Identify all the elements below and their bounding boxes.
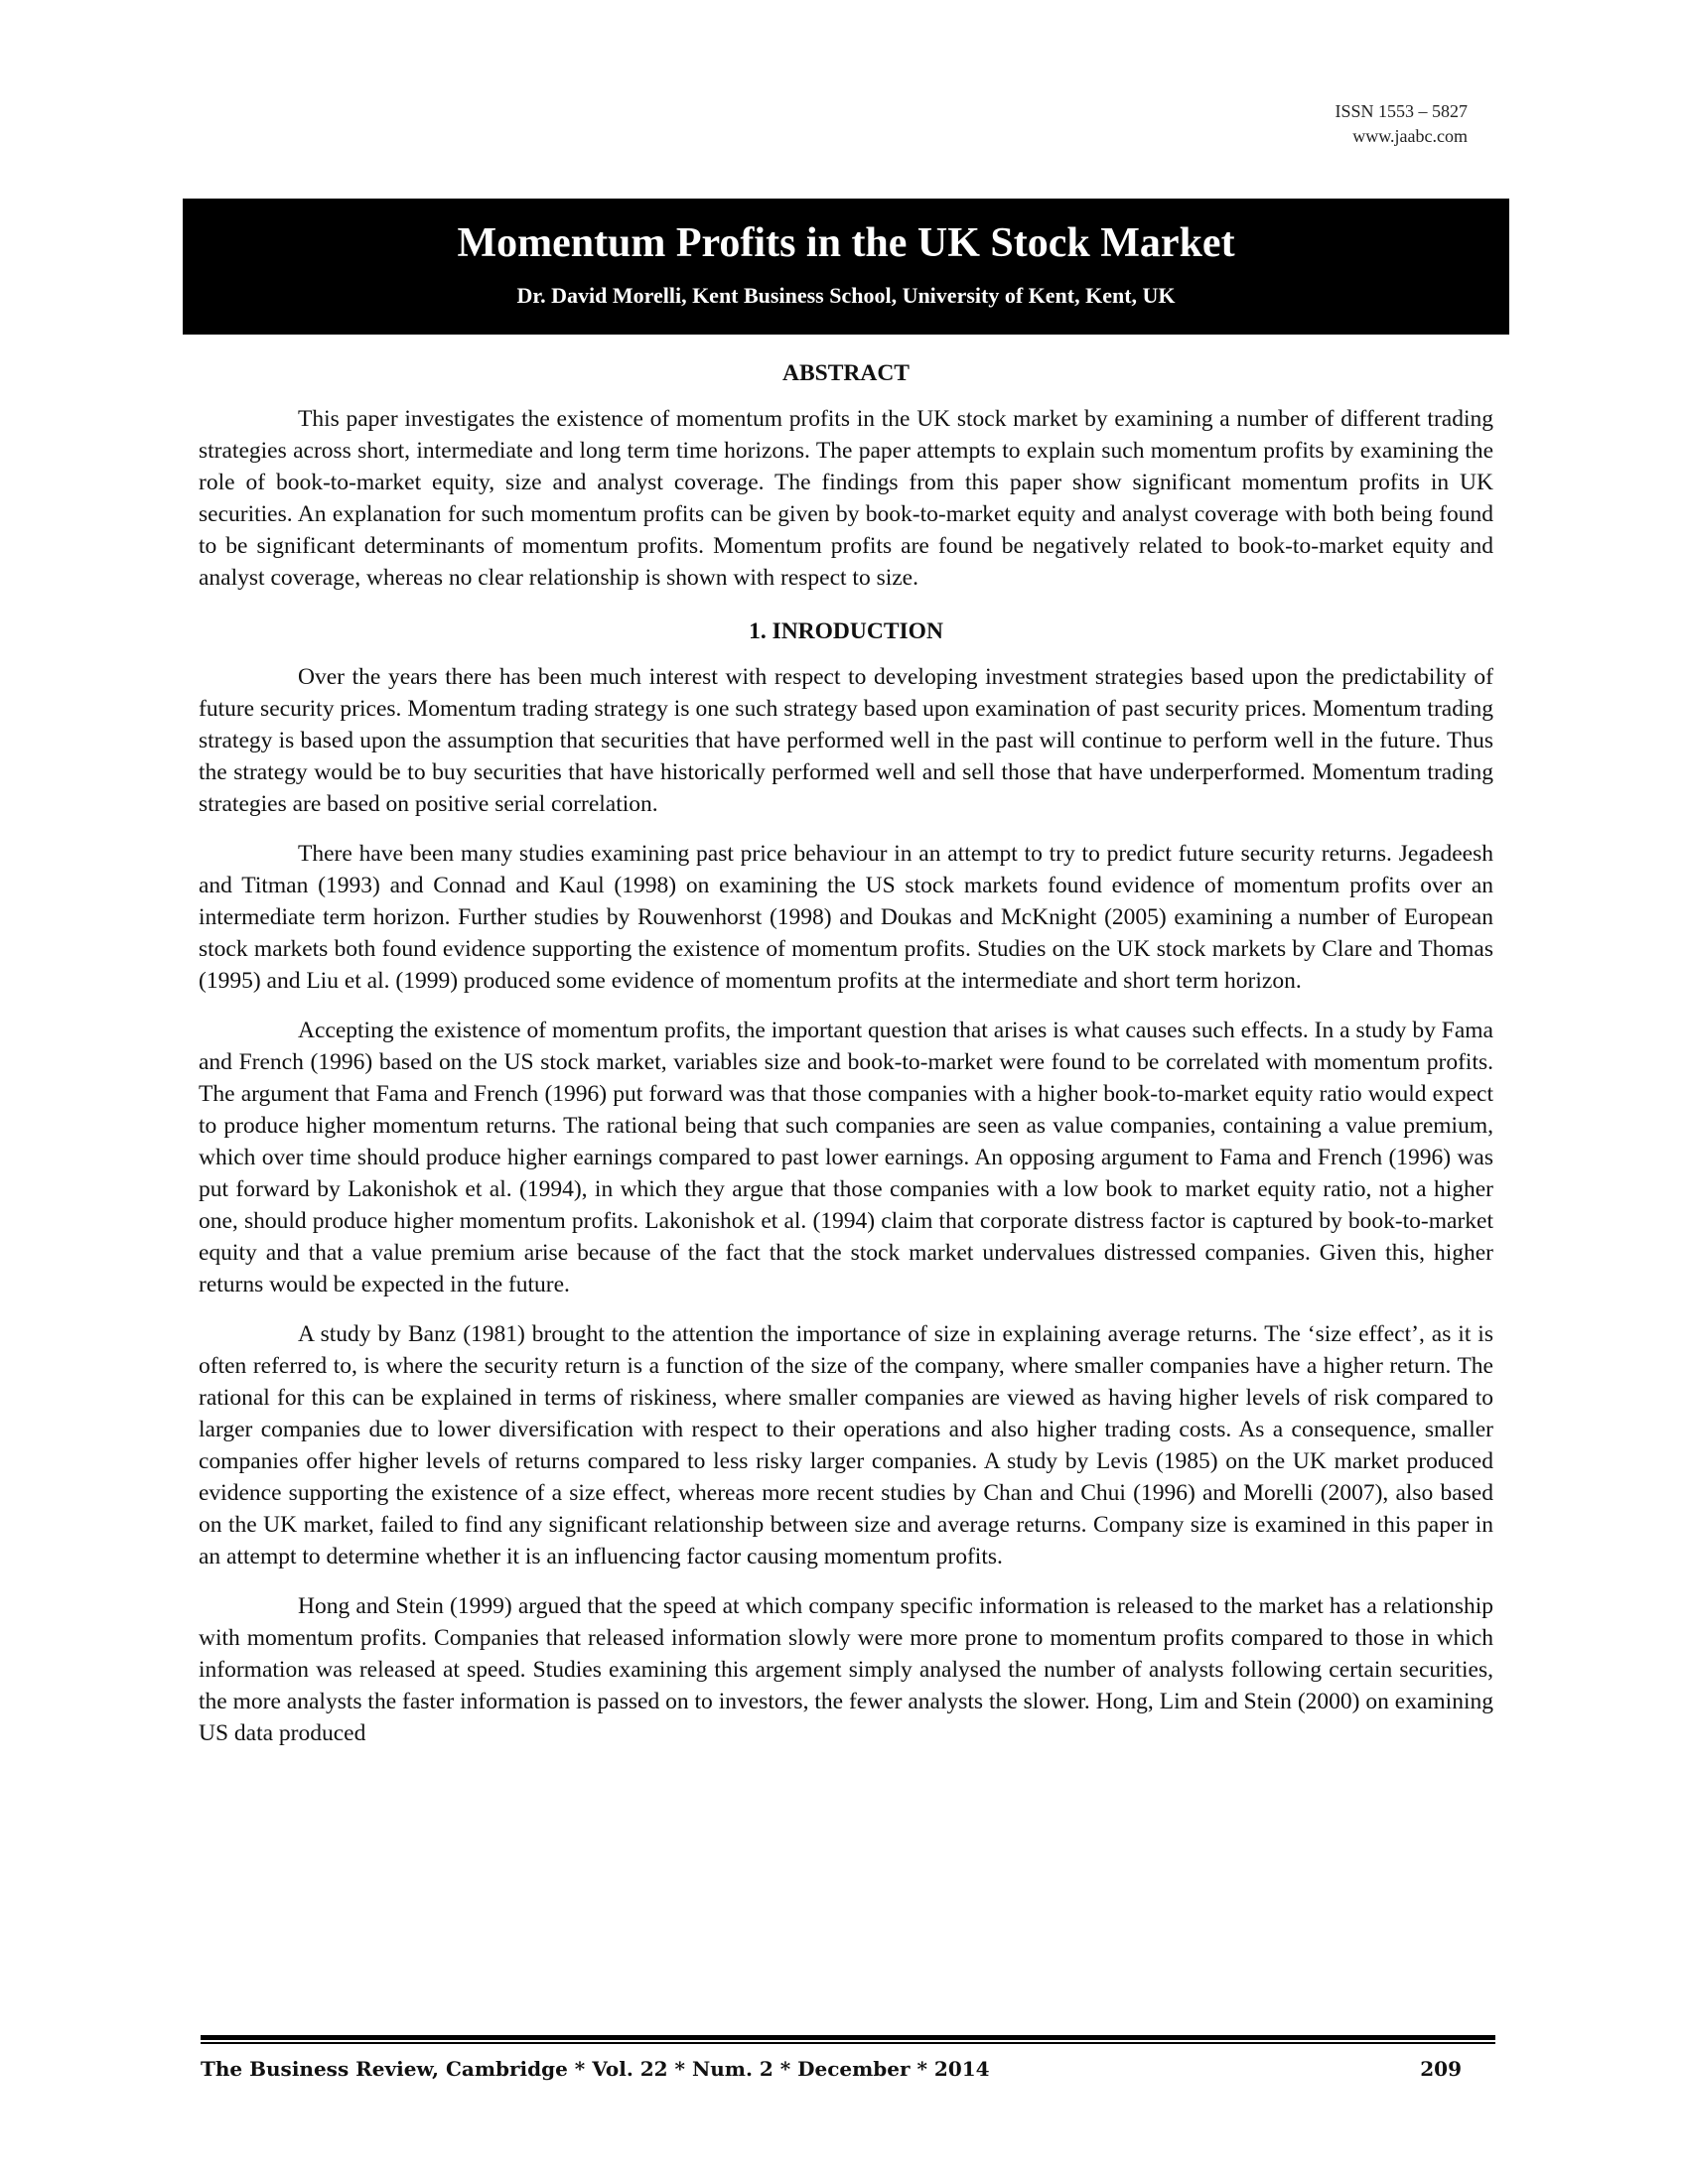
- page-number: 209: [1420, 2057, 1462, 2081]
- footer-rule: [201, 2035, 1495, 2045]
- page-footer: [201, 2055, 1462, 2083]
- intro-paragraph-5: Hong and Stein (1999) argued that the speed at which company specific information is released to the market has a relationship with momentum profits. Companies that released information slowly were more prone to momentum profits compared to those in which information was released at speed. Studies examining this argement simply analysed the number of analysts following certain securities, the more analysts the faster information is passed on to investors, the fewer analysts the slower. Hong, Lim and Stein (2000) on examining US data produced: [199, 1593, 1493, 1746]
- abstract-text: This paper investigates the existence of momentum profits in the UK stock market by examining a number of different trading strategies across short, intermediate and long term time horizons. The paper attempts to explain such momentum profits by examining the role of book-to-market equity, size and analyst coverage. The findings from this paper show significant momentum profits in UK securities. An explanation for such momentum profits can be given by book-to-market equity and analyst coverage with both being found to be significant determinants of momentum profits. Momentum profits are found be negatively related to book-to-market equity and analyst coverage, whereas no clear relationship is shown with respect to size.: [199, 406, 1493, 591]
- journal-website: www.jaabc.com: [1352, 126, 1468, 146]
- abstract-heading: ABSTRACT: [782, 360, 910, 386]
- paper-body: [199, 357, 1493, 1749]
- author-affiliation: Dr. David Morelli, Kent Business School, University of Kent, Kent, UK: [516, 283, 1176, 308]
- intro-paragraph-4: A study by Banz (1981) brought to the attention the importance of size in explaining average returns. The ‘size effect’, as it is often referred to, is where the security return is a function of the size of the company, where smaller companies have a higher return. The rational for this can be explained in terms of riskiness, where smaller companies are viewed as having higher levels of risk compared to larger companies due to lower diversification with respect to their operations and also higher trading costs. As a consequence, smaller companies offer higher levels of returns compared to less risky larger companies. A study by Levis (1985) on the UK market produced evidence supporting the existence of a size effect, whereas more recent studies by Chan and Chui (1996) and Morelli (2007), also based on the UK market, failed to find any significant relationship between size and average returns. Company size is examined in this paper in an attempt to determine whether it is an influencing factor causing momentum profits.: [199, 1321, 1493, 1570]
- paper-title: Momentum Profits in the UK Stock Market: [457, 220, 1235, 266]
- footer-citation: The Business Review, Cambridge * Vol. 22 * Num. 2 * December * 2014: [201, 2057, 990, 2081]
- title-banner: [183, 199, 1509, 335]
- introduction-heading: 1. INRODUCTION: [749, 618, 943, 644]
- intro-paragraph-3: Accepting the existence of momentum profits, the important question that arises is what causes such effects. In a study by Fama and French (1996) based on the US stock market, variables size and book-to-market were found to be correlated with momentum profits. The argument that Fama and French (1996) put forward was that those companies with a higher book-to-market equity ratio would expect to produce higher momentum returns. The rational being that such companies are seen as value companies, containing a value premium, which over time should produce higher earnings compared to past lower earnings. An opposing argument to Fama and French (1996) was put forward by Lakonishok et al. (1994), in which they argue that those companies with a low book to market equity ratio, not a higher one, should produce higher momentum profits. Lakonishok et al. (1994) claim that corporate distress factor is captured by book-to-market equity and that a value premium arise because of the fact that the stock market undervalues distressed companies. Given this, higher returns would be expected in the future.: [199, 1018, 1493, 1297]
- intro-paragraph-2: There have been many studies examining past price behaviour in an attempt to try to predict future security returns. Jegadeesh and Titman (1993) and Connad and Kaul (1998) on examining the US stock markets found evidence of momentum profits over an intermediate term horizon. Further studies by Rouwenhorst (1998) and Doukas and McKnight (2005) examining a number of European stock markets both found evidence supporting the existence of momentum profits. Studies on the UK stock markets by Clare and Thomas (1995) and Liu et al. (1999) produced some evidence of momentum profits at the intermediate and short term horizon.: [199, 841, 1493, 994]
- intro-paragraph-1: Over the years there has been much interest with respect to developing investment strategies based upon the predictability of future security prices. Momentum trading strategy is one such strategy based upon examination of past security prices. Momentum trading strategy is based upon the assumption that securities that have performed well in the past will continue to perform well in the future. Thus the strategy would be to buy securities that have historically performed well and sell those that have underperformed. Momentum trading strategies are based on positive serial correlation.: [199, 664, 1493, 817]
- issn-header: [1335, 99, 1468, 149]
- issn-number: ISSN 1553 – 5827: [1335, 101, 1468, 121]
